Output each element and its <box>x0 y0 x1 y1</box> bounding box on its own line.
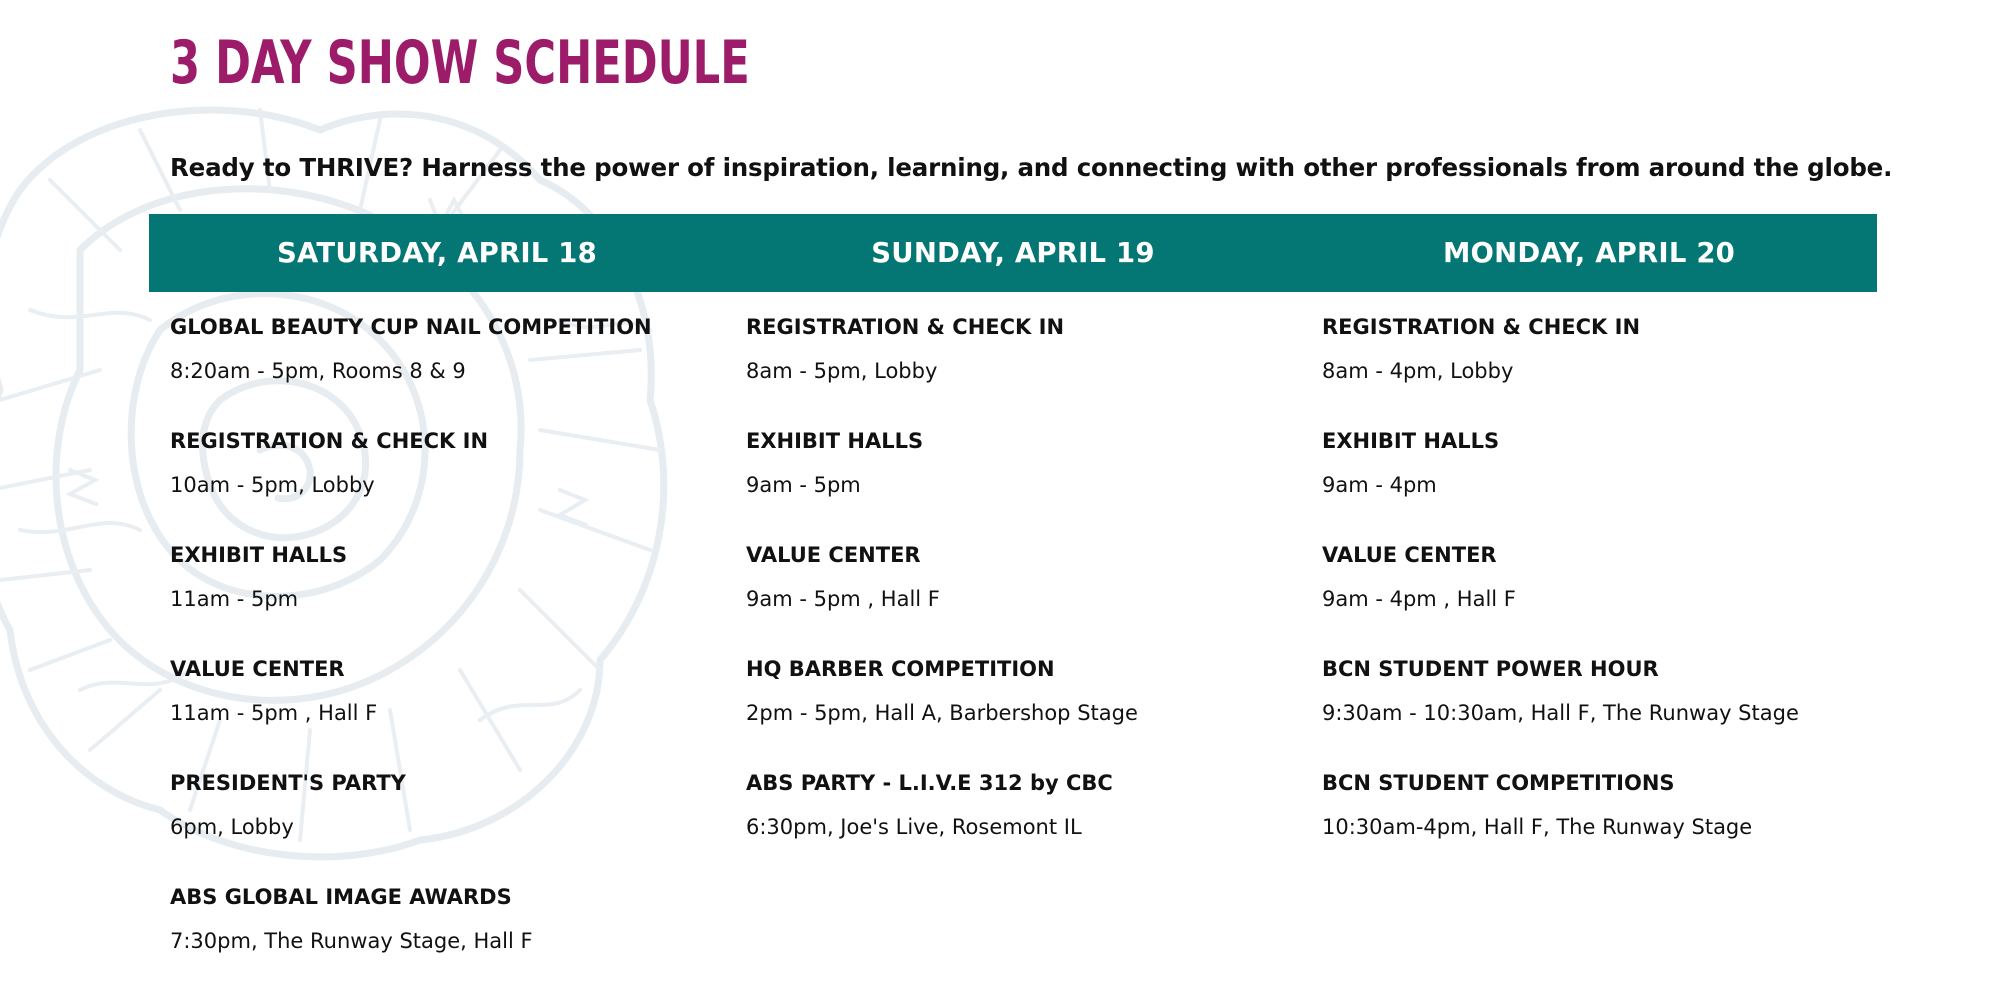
event-name: VALUE CENTER <box>746 543 921 567</box>
event-detail: 6pm, Lobby <box>170 815 294 839</box>
event-detail: 8am - 4pm, Lobby <box>1322 359 1514 383</box>
event-name: EXHIBIT HALLS <box>170 543 348 567</box>
event-item <box>746 766 1306 880</box>
event-name: REGISTRATION & CHECK IN <box>746 315 1065 339</box>
event-item <box>1322 424 1882 538</box>
event-detail: 8am - 5pm, Lobby <box>746 359 938 383</box>
event-name: EXHIBIT HALLS <box>746 429 924 453</box>
schedule-column-monday <box>1322 310 1882 880</box>
event-name: EXHIBIT HALLS <box>1322 429 1500 453</box>
event-item <box>170 310 730 424</box>
event-item <box>170 766 730 880</box>
event-detail: 9am - 5pm <box>746 473 861 497</box>
event-name: ABS GLOBAL IMAGE AWARDS <box>170 885 512 909</box>
schedule-column-saturday <box>170 310 730 994</box>
event-detail: 9am - 4pm <box>1322 473 1437 497</box>
event-item <box>746 538 1306 652</box>
event-name: BCN STUDENT POWER HOUR <box>1322 657 1659 681</box>
event-detail: 9am - 5pm , Hall F <box>746 587 940 611</box>
event-item <box>170 424 730 538</box>
event-name: GLOBAL BEAUTY CUP NAIL COMPETITION <box>170 315 652 339</box>
event-name: VALUE CENTER <box>1322 543 1497 567</box>
event-item <box>170 652 730 766</box>
event-name: ABS PARTY - L.I.V.E 312 by CBC <box>746 771 1113 795</box>
intro-text: Ready to THRIVE? Harness the power of inspiration, learning, and connecting with other professionals from around the globe. <box>170 153 1893 182</box>
event-detail: 11am - 5pm , Hall F <box>170 701 378 725</box>
event-detail: 10:30am-4pm, Hall F, The Runway Stage <box>1322 815 1753 839</box>
event-name: BCN STUDENT COMPETITIONS <box>1322 771 1675 795</box>
event-item <box>746 424 1306 538</box>
event-name: VALUE CENTER <box>170 657 345 681</box>
event-detail: 9am - 4pm , Hall F <box>1322 587 1516 611</box>
event-item <box>1322 310 1882 424</box>
event-name: PRESIDENT'S PARTY <box>170 771 406 795</box>
event-item <box>746 652 1306 766</box>
event-name: HQ BARBER COMPETITION <box>746 657 1055 681</box>
event-detail: 9:30am - 10:30am, Hall F, The Runway Stage <box>1322 701 1799 725</box>
schedule-column-sunday <box>746 310 1306 880</box>
day-heading-monday: MONDAY, APRIL 20 <box>1442 237 1736 269</box>
event-detail: 7:30pm, The Runway Stage, Hall F <box>170 929 533 953</box>
event-item <box>746 310 1306 424</box>
day-heading-saturday: SATURDAY, APRIL 18 <box>277 237 597 269</box>
event-detail: 6:30pm, Joe's Live, Rosemont IL <box>746 815 1082 839</box>
event-item <box>1322 766 1882 880</box>
event-item <box>170 538 730 652</box>
event-detail: 8:20am - 5pm, Rooms 8 & 9 <box>170 359 466 383</box>
day-heading-sunday: SUNDAY, APRIL 19 <box>871 237 1155 269</box>
event-item <box>1322 538 1882 652</box>
day-header-bar <box>149 214 1877 292</box>
event-name: REGISTRATION & CHECK IN <box>1322 315 1641 339</box>
event-detail: 2pm - 5pm, Hall A, Barbershop Stage <box>746 701 1138 725</box>
event-item <box>1322 652 1882 766</box>
event-detail: 10am - 5pm, Lobby <box>170 473 375 497</box>
page-title: 3 DAY SHOW SCHEDULE <box>170 28 750 98</box>
event-detail: 11am - 5pm <box>170 587 299 611</box>
event-name: REGISTRATION & CHECK IN <box>170 429 489 453</box>
